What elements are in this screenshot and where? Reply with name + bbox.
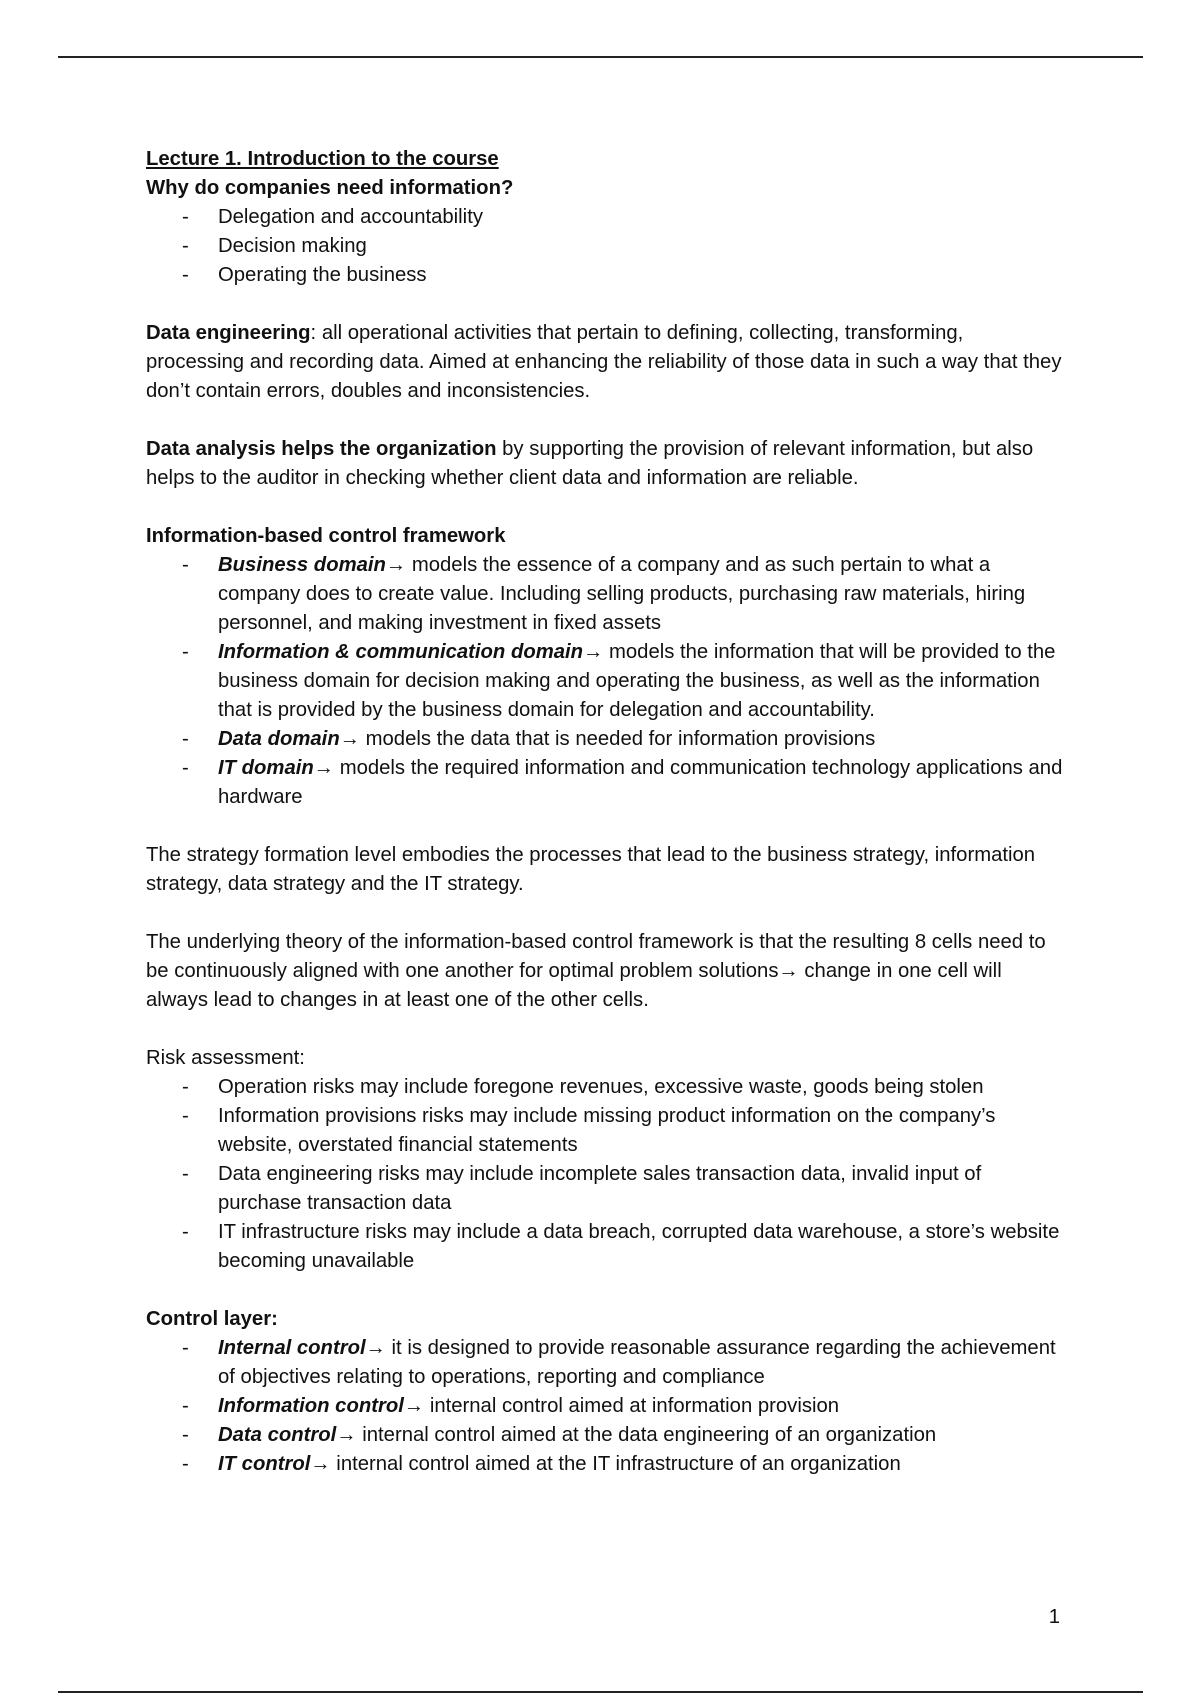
list-item: - Decision making (218, 232, 1066, 261)
footer-rule (58, 1691, 1143, 1693)
list-item (218, 1421, 1066, 1450)
data-analysis-paragraph (146, 435, 1066, 493)
list-item (218, 1334, 1066, 1392)
page-number: 1 (1048, 1606, 1060, 1628)
it-domain-term: IT domain→ (218, 757, 335, 779)
information-control-text: internal control aimed at information provision (424, 1395, 840, 1417)
list-item: - Operation risks may include foregone revenues, excessive waste, goods being stolen (218, 1073, 1066, 1102)
list-item (218, 725, 1066, 754)
document-body (146, 145, 1066, 1479)
spacer (146, 406, 1066, 435)
list-item (218, 1450, 1066, 1479)
risk-heading: Risk assessment: (146, 1047, 305, 1069)
data-domain-term: Data domain→ (218, 728, 360, 750)
it-control-term: IT control→ (218, 1453, 331, 1475)
theory-paragraph: The underlying theory of the information-based control framework is that the resulting 8 cells need to be continuously aligned with one another for optimal problem solutions→ change in one cell will always lead to changes in at least one of the other cells. (146, 931, 1046, 1011)
internal-control-text: it is designed to provide reasonable assurance regarding the achievement of objectives relating to operations, reporting and compliance (218, 1337, 1056, 1388)
page-title: Lecture 1. Introduction to the course (146, 148, 499, 170)
strategy-paragraph: The strategy formation level embodies the processes that lead to the business strategy, information strategy, data strategy and the IT strategy. (146, 844, 1036, 895)
spacer (146, 290, 1066, 319)
data-domain-text: models the data that is needed for information provisions (360, 728, 876, 750)
spacer (146, 1015, 1066, 1044)
spacer (146, 899, 1066, 928)
framework-heading: Information-based control framework (146, 525, 506, 547)
spacer (146, 812, 1066, 841)
data-control-text: internal control aimed at the data engineering of an organization (356, 1424, 937, 1446)
information-domain-text: models the information that will be provided to the business domain for decision making and operating the business, as well as the information that is provided by the business domain for delegation and accountability. (218, 641, 1056, 721)
list-item: - Delegation and accountability (218, 203, 1066, 232)
it-control-text: internal control aimed at the IT infrastructure of an organization (330, 1453, 901, 1475)
list-item (218, 638, 1066, 725)
control-heading: Control layer: (146, 1308, 278, 1330)
data-analysis-lead: Data analysis helps the organization (146, 438, 497, 460)
business-domain-text: models the essence of a company and as such pertain to what a company does to create value. Including selling products, purchasing raw materials, hiring personnel, and making investment in fixed assets (218, 554, 1026, 634)
it-domain-text: models the required information and communication technology applications and hardware (218, 757, 1063, 808)
list-item (218, 551, 1066, 638)
information-control-term: Information control→ (218, 1395, 425, 1417)
header-rule (58, 56, 1143, 58)
information-domain-term: Information & communication domain→ (218, 641, 604, 663)
list-item: - Operating the business (218, 261, 1066, 290)
spacer (146, 1276, 1066, 1305)
list-item: - Information provisions risks may include missing product information on the company’s website, overstated financial statements (218, 1102, 1066, 1160)
control-list (146, 1334, 1066, 1479)
why-list (146, 203, 1066, 290)
spacer (146, 493, 1066, 522)
internal-control-term: Internal control→ (218, 1337, 386, 1359)
list-item (218, 1392, 1066, 1421)
list-item: - IT infrastructure risks may include a data breach, corrupted data warehouse, a store’s website becoming unavailable (218, 1218, 1066, 1276)
data-engineering-paragraph (146, 319, 1066, 406)
data-analysis-text: by supporting the provision of relevant information, but also helps to the auditor in checking whether client data and information are reliable. (146, 438, 1034, 489)
data-control-term: Data control→ (218, 1424, 357, 1446)
business-domain-term: Business domain→ (218, 554, 407, 576)
list-item: - Data engineering risks may include incomplete sales transaction data, invalid input of purchase transaction data (218, 1160, 1066, 1218)
risk-list (146, 1073, 1066, 1276)
data-engineering-term: Data engineering (146, 322, 311, 344)
data-engineering-text: : all operational activities that pertain to defining, collecting, transforming, processing and recording data. Aimed at enhancing the reliability of those data in such a way that they don’t contain errors, doubles and inconsistencies. (146, 322, 1062, 402)
framework-list (146, 551, 1066, 812)
why-heading: Why do companies need information? (146, 177, 514, 199)
list-item (218, 754, 1066, 812)
